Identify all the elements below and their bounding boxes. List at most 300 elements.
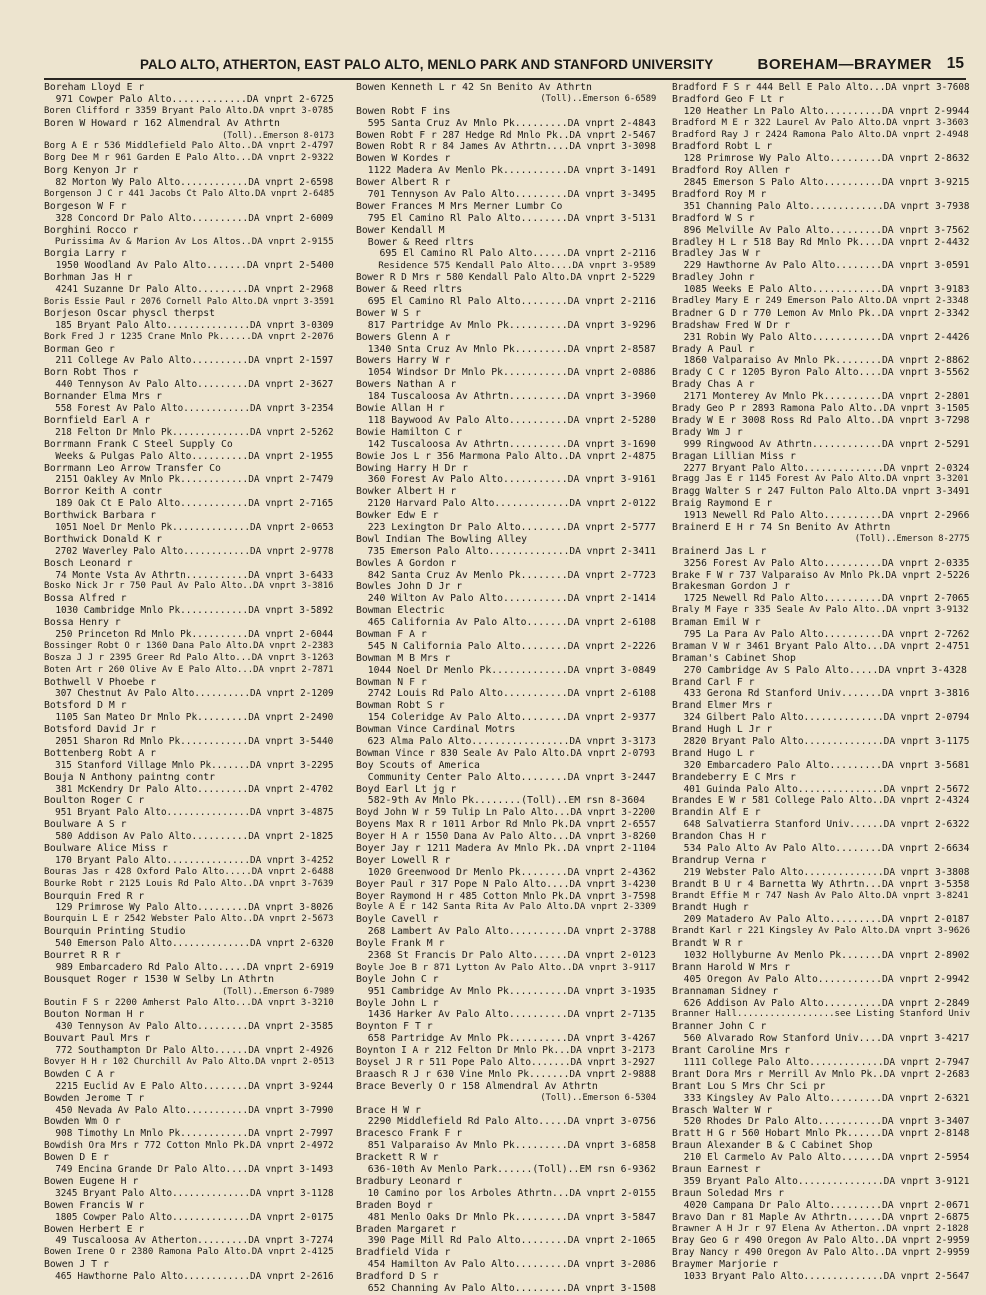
listing-line: Boyle John L r [356, 997, 439, 1009]
listing-line: Brady C C r 1205 Byron Palo Alto....DA vnprt 3-5562 [672, 367, 970, 379]
listing-line: 218 Felton Dr Mnlo Pk..............DA vnprt 2-5262 [44, 426, 334, 438]
listing-line: Boulware A S r [44, 819, 127, 831]
listing-line: 636-10th Av Menlo Park......(Toll)..EM rsn 6-9362 [356, 1164, 656, 1176]
listing-line: 450 Nevada Av Palo Alto...........DA vnprt 3-7990 [44, 1104, 334, 1116]
listing-line: Brady Wm J r [672, 426, 743, 438]
listing-line: Borman Geo r [44, 343, 115, 355]
listing-line: Brant Caroline Mrs r [672, 1045, 790, 1057]
listing-line: Bradley H L r 518 Bay Rd Mnlo Pk....DA vnprt 2-4432 [672, 236, 970, 248]
listing-line: Botsford D M r [44, 700, 127, 712]
listing-line: 82 Morton Wy Palo Alto............DA vnprt 2-6598 [44, 177, 334, 189]
listing-line: Borg Dee M r 961 Garden E Palo Alto...DA vnprt 2-9322 [44, 153, 334, 164]
listing-line: Branner John C r [672, 1021, 767, 1033]
listing-line: Boyle A E r 142 Santa Rita Av Palo Alto.DA vnprt 2-3309 [356, 902, 656, 913]
listing-line: Bray Geo G r 490 Oregon Av Palo Alto..DA vnprt 2-9959 [672, 1235, 970, 1247]
listing-line: Bousquet Roger r 1530 W Selby Ln Athrtn [44, 973, 275, 985]
listing-line: Bradford Roy M r [672, 189, 767, 201]
listing-line: Bradbury Leonard r [356, 1175, 463, 1187]
listing-line: Bradford M E r 322 Laurel Av Palo Alto.DA vnprt 3-3603 [672, 117, 969, 128]
listing-line: 795 La Para Av Palo Alto..........DA vnprt 2-7262 [672, 628, 970, 640]
listing-line: Bosza J J r 2395 Greer Rd Palo Alto...DA vnprt 3-1263 [44, 652, 334, 663]
listing-line: Bradford Geo F Lt r [672, 93, 785, 105]
listing-line: 652 Channing Av Palo Alto.........DA vnprt 3-1508 [356, 1282, 656, 1294]
listing-line: Bornfield Earl A r [44, 414, 151, 426]
listing-line: 701 Tennyson Av Palo Alto.........DA vnprt 3-3495 [356, 189, 656, 201]
listing-line: 851 Valparaiso Av Mnlo Pk.........DA vnprt 3-6858 [356, 1140, 656, 1152]
listing-line: Bower Albert R r [356, 177, 451, 189]
listing-line: Boren Clifford r 3359 Bryant Palo Alto.DA vnprt 3-0785 [44, 105, 334, 116]
listing-line: 185 Bryant Palo Alto...............DA vnprt 3-0309 [44, 319, 334, 331]
listing-line: Braman V W r 3461 Bryant Palo Alto...DA vnprt 2-4751 [672, 640, 970, 652]
listing-line: 3256 Forest Av Palo Alto..........DA vnprt 2-0335 [672, 557, 970, 569]
listing-line: 735 Emerson Palo Alto..............DA vnprt 2-3411 [356, 545, 656, 557]
listing-line: Boyle Joe B r 871 Lytton Av Palo Alto..DA vnprt 3-9117 [356, 961, 656, 973]
listing-line: 433 Gerona Rd Stanford Univ.......DA vnprt 3-3816 [672, 688, 970, 700]
listing-line: Bourquin Printing Studio [44, 926, 186, 938]
listing-line: Brannaman Sidney r [672, 985, 779, 997]
listing-line: 1085 Weeks E Palo Alto............DA vnprt 3-9183 [672, 284, 970, 296]
listing-line: Bradford Roy Allen r [672, 165, 790, 177]
listing-line: Bowie Allan H r [356, 403, 445, 415]
listing-line: 390 Page Mill Rd Palo Alto........DA vnprt 2-1065 [356, 1235, 656, 1247]
listing-line: Bowles John D Jr r [356, 581, 463, 593]
listing-line: Bracesco Frank F r [356, 1128, 463, 1140]
listing-line: 2368 St Francis Dr Palo Alto......DA vnprt 2-0123 [356, 950, 656, 962]
listing-line: Boyd John W r 59 Tulip Ln Palo Alto...DA vnprt 3-2200 [356, 807, 656, 819]
listing-line: 749 Encina Grande Dr Palo Alto....DA vnprt 3-1493 [44, 1164, 334, 1176]
listing-line: 540 Emerson Palo Alto..............DA vnprt 2-6320 [44, 938, 334, 950]
listing-column-middle [356, 82, 656, 1295]
listing-line: 324 Gilbert Palo Alto..............DA vnprt 2-0794 [672, 712, 970, 724]
listing-line: Bothwell V Phoebe r [44, 676, 157, 688]
listing-line: Brand Elmer Mrs r [672, 700, 773, 712]
listing-line: 648 Salvatierra Stanford Univ......DA vnprt 2-6322 [672, 819, 970, 831]
listing-line: Boyer H A r 1550 Dana Av Palo Alto...DA vnprt 3-8260 [356, 831, 656, 843]
listing-line: Bowman Robt S r [356, 700, 445, 712]
listing-line: 401 Guinda Palo Alto...............DA vnprt 2-5672 [672, 783, 970, 795]
listing-line: 333 Kingsley Av Palo Alto.........DA vnprt 2-6321 [672, 1092, 970, 1104]
listing-line: Bourret R R r [44, 950, 121, 962]
listing-line: Brady Chas A r [672, 379, 755, 391]
listing-line: Borrmann Leo Arrow Transfer Co [44, 462, 221, 474]
listing-line: Bovyer H H r 102 Churchill Av Palo Alto.DA vnprt 2-0513 [44, 1057, 334, 1068]
listing-line: 908 Timothy Ln Mnlo Pk............DA vnprt 2-7997 [44, 1128, 334, 1140]
listing-line: Borg Kenyon Jr r [44, 165, 139, 177]
listing-line: 558 Forest Av Palo Alto............DA vnprt 3-2354 [44, 403, 334, 415]
listing-line: 219 Webster Palo Alto..............DA vnprt 3-3808 [672, 866, 970, 878]
listing-line: 1436 Harker Av Palo Alto..........DA vnprt 2-7135 [356, 1009, 656, 1021]
listing-line: 896 Melville Av Palo Alto.........DA vnprt 3-7562 [672, 224, 970, 236]
listing-line: Bowen Robt F ins [356, 105, 451, 117]
listing-line: Bray Nancy r 490 Oregon Av Palo Alto..DA vnprt 2-9959 [672, 1247, 970, 1259]
listing-line: Bravo Dan r 81 Maple Av Athrtn......DA vnprt 2-6875 [672, 1211, 970, 1223]
listing-line: Boreham Lloyd E r [44, 82, 145, 93]
listing-line: Boten Art r 260 Olive Av E Palo Alto...DA vnprt 2-7871 [44, 664, 334, 675]
listing-line: 1105 San Mateo Dr Mnlo Pk.........DA vnprt 2-2490 [44, 712, 334, 724]
listing-line: 2277 Bryant Palo Alto..............DA vnprt 2-0324 [672, 462, 970, 474]
listing-line: 560 Alvarado Row Stanford Univ....DA vnprt 3-4217 [672, 1033, 970, 1045]
listing-line: Bossinger Robt O r 1360 Dana Palo Alto.DA vnprt 2-2383 [44, 640, 334, 651]
listing-line: Bowles A Gordon r [356, 557, 457, 569]
listing-line: 2290 Middlefield Rd Palo Alto.....DA vnprt 3-0756 [356, 1116, 656, 1128]
listing-line: Braden Boyd r [356, 1199, 433, 1211]
listing-line: Bradford Robt L r [672, 141, 773, 153]
listing-line: Brandt Karl r 221 Kingsley Av Palo Alto.DA vnprt 3-9626 [672, 926, 970, 937]
listing-line: Bowl Indian The Bowling Alley [356, 533, 528, 545]
listing-line: Bowie Hamilton C r [356, 426, 463, 438]
listing-line: 2171 Monterey Av Mnlo Pk..........DA vnprt 2-2801 [672, 391, 970, 403]
listing-line: 951 Bryant Palo Alto...............DA vnprt 3-4875 [44, 807, 334, 819]
listing-line: 1030 Cambridge Mnlo Pk............DA vnprt 3-5892 [44, 605, 334, 617]
listing-line: Boy Scouts of America [356, 759, 480, 771]
listing-line: Boyer Lowell R r [356, 854, 451, 866]
listing-line: Braman Emil W r [672, 617, 761, 629]
listing-line: 951 Cambridge Av Mnlo Pk..........DA vnprt 3-1935 [356, 985, 656, 997]
listing-line: 842 Santa Cruz Av Menlo Pk........DA vnprt 2-7723 [356, 569, 656, 581]
listing-line: Bouja N Anthony paintng contr [44, 771, 216, 783]
listing-line: Bower & Reed rltrs [356, 236, 474, 248]
listing-line: 2120 Harvard Palo Alto.............DA vnprt 2-0122 [356, 498, 656, 510]
listing-line: 49 Tuscaloosa Av Atherton.........DA vnprt 3-7274 [44, 1235, 334, 1247]
listing-line: 315 Stanford Village Mnlo Pk.......DA vnprt 3-2295 [44, 759, 334, 771]
listing-line: Brandin Alf E r [672, 807, 761, 819]
listing-line: Bowker Albert H r [356, 486, 457, 498]
listing-line: Braun Alexander B & C Cabinet Shop [672, 1140, 873, 1152]
listing-line: Bower R D Mrs r 580 Kendall Palo Alto.DA vnprt 2-5229 [356, 272, 656, 284]
listing-line: Bornander Elma Mrs r [44, 391, 162, 403]
listing-line: 1122 Madera Av Menlo Pk...........DA vnprt 3-1491 [356, 165, 656, 177]
listing-line: Brandrup Verna r [672, 854, 767, 866]
listing-line: Bowen D E r [44, 1152, 109, 1164]
listing-line: Bradfield Vida r [356, 1247, 451, 1259]
listing-line: Bowie Jos L r 356 Marmona Palo Alto..DA vnprt 2-4875 [356, 450, 656, 462]
listing-line: 270 Cambridge Av S Palo Alto.....DA vnprt 3-4328 [672, 664, 967, 676]
page-header [44, 54, 966, 80]
listing-line: Bottenberg Robt A r [44, 747, 157, 759]
listing-line: Borgeson W F r [44, 200, 127, 212]
listing-column-left [44, 82, 334, 1283]
listing-line: 74 Monte Vsta Av Athrtn...........DA vnprt 3-6433 [44, 569, 334, 581]
listing-line: 1044 Noel Dr Menlo Pk.............DA vnprt 3-0849 [356, 664, 656, 676]
listing-line: Bratt H G r 560 Hobart Mnlo Pk......DA vnprt 2-8148 [672, 1128, 970, 1140]
listing-line: 989 Embarcadero Rd Palo Alto.....DA vnprt 2-6919 [44, 961, 334, 973]
listing-line: 118 Baywood Av Palo Alto..........DA vnprt 2-5280 [356, 414, 656, 426]
listing-line: 4020 Campana Dr Palo Alto.........DA vnprt 2-0671 [672, 1199, 970, 1211]
listing-line: Bowing Harry H Dr r [356, 462, 469, 474]
listing-line: Brady A Paul r [672, 343, 755, 355]
listing-line: 359 Bryant Palo Alto...............DA vnprt 3-9121 [672, 1175, 970, 1187]
listing-line: Bouton Norman H r [44, 1009, 145, 1021]
listing-line: 440 Tennyson Av Palo Alto.........DA vnprt 2-3627 [44, 379, 334, 391]
listing-line: Brand Hugo L r [672, 747, 755, 759]
listing-line: Bragg Jas E r 1145 Forest Av Palo Alto.DA vnprt 3-3201 [672, 474, 969, 485]
listing-line: 154 Coleridge Av Palo Alto........DA vnprt 2-9377 [356, 712, 656, 724]
listing-line: Weeks & Pulgas Palo Alto..........DA vnprt 2-1955 [44, 450, 334, 462]
listing-line: 1805 Cowper Palo Alto..............DA vnprt 2-0175 [44, 1211, 334, 1223]
listing-line: Bowker Edw E r [356, 510, 439, 522]
listing-line: Bossa Henry r [44, 617, 121, 629]
listing-line: Brand Carl F r [672, 676, 755, 688]
listing-line: Bowden C A r [44, 1068, 115, 1080]
listing-line: 582-9th Av Mnlo Pk........(Toll)..EM rsn 8-3604 [356, 795, 646, 807]
listing-line: Brant Lou S Mrs Chr Sci pr [672, 1080, 826, 1092]
listing-line: 129 Primrose Wy Palo Alto.........DA vnprt 3-8026 [44, 902, 334, 914]
listing-line: 2742 Louis Rd Palo Alto...........DA vnprt 2-6108 [356, 688, 656, 700]
listing-line: Brandt Hugh r [672, 902, 749, 914]
listing-line: Bradley John r [672, 272, 755, 284]
listing-line: 170 Bryant Palo Alto...............DA vnprt 3-4252 [44, 854, 334, 866]
listing-line: Bowen Kenneth L r 42 Sn Benito Av Athrtn [356, 82, 592, 93]
listing-line: 580 Addison Av Palo Alto..........DA vnprt 2-1825 [44, 831, 334, 843]
listing-line: Bradford W S r [672, 212, 755, 224]
listing-line: 3245 Bryant Palo Alto..............DA vnprt 3-1128 [44, 1187, 334, 1199]
listing-line: Borrmann Frank C Steel Supply Co [44, 438, 233, 450]
listing-line: Borror Keith A contr [44, 486, 162, 498]
listing-line: Bouvart Paul Mrs r [44, 1033, 151, 1045]
listing-line: 1860 Valparaiso Av Mnlo Pk........DA vnprt 2-8862 [672, 355, 970, 367]
listing-line: Braly M Faye r 335 Seale Av Palo Alto..DA vnprt 3-9132 [672, 605, 969, 616]
listing-line: 1950 Woodland Av Palo Alto.......DA vnprt 2-5400 [44, 260, 334, 272]
listing-line: Brainerd E H r 74 Sn Benito Av Athrtn [672, 521, 891, 533]
listing-line: Bowdish Ora Mrs r 772 Cotton Mnlo Pk.DA vnprt 2-4972 [44, 1140, 334, 1152]
listing-line: Brandes E W r 581 College Palo Alto..DA vnprt 2-4324 [672, 795, 970, 807]
listing-line: 1111 College Palo Alto.............DA vnprt 2-7947 [672, 1057, 970, 1069]
listing-line: Bradford F S r 444 Bell E Palo Alto...DA vnprt 3-7608 [672, 82, 970, 93]
listing-line: 405 Oregon Av Palo Alto...........DA vnprt 2-9942 [672, 973, 970, 985]
listing-line: Bragg Walter S r 247 Fulton Palo Alto.DA vnprt 3-3491 [672, 486, 970, 498]
listing-line: 307 Chestnut Av Palo Alto..........DA vnprt 2-1209 [44, 688, 334, 700]
listing-line: 2215 Euclid Av E Palo Alto........DA vnprt 3-9244 [44, 1080, 334, 1092]
listing-line: 626 Addison Av Palo Alto..........DA vnprt 2-2849 [672, 997, 970, 1009]
listing-line: 1033 Bryant Palo Alto..............DA vnprt 2-5647 [672, 1271, 970, 1283]
listing-line: Bradshaw Fred W Dr r [672, 319, 790, 331]
listing-line: 1054 Windsor Dr Mnlo Pk...........DA vnprt 2-0886 [356, 367, 656, 379]
listing-line: Bowen Irene O r 2380 Ramona Palo Alto.DA vnprt 2-4125 [44, 1247, 334, 1258]
listing-line: Bradner G D r 770 Lemon Av Mnlo Pk..DA vnprt 2-3342 [672, 307, 970, 319]
listing-line: Bradley Mary E r 249 Emerson Palo Alto.DA vnprt 2-3348 [672, 296, 969, 307]
listing-line: Boyer Paul r 317 Pope N Palo Alto....DA vnprt 3-4230 [356, 878, 656, 890]
listing-line: Brake F W r 737 Valparaiso Av Mnlo Pk.DA vnprt 2-5226 [672, 569, 970, 581]
listing-line: Bower W S r [356, 307, 421, 319]
listing-line: 454 Hamilton Av Palo Alto.........DA vnprt 3-2086 [356, 1259, 656, 1271]
listing-line: Boutin F S r 2200 Amherst Palo Alto...DA vnprt 3-3210 [44, 997, 334, 1008]
listing-line: Boynton I A r 212 Felton Dr Mnlo Pk...DA vnprt 3-2173 [356, 1045, 656, 1057]
listing-line: 1340 Snta Cruz Av Mnlo Pk.........DA vnprt 2-8587 [356, 343, 656, 355]
listing-line: Bourquin Fred R r [44, 890, 145, 902]
page-number: 15 [946, 55, 964, 72]
listing-line: Boyer Jay r 1211 Madera Av Mnlo Pk..DA vnprt 2-1104 [356, 843, 656, 854]
listing-line: Brakesman Gordon J r [672, 581, 790, 593]
listing-line: 695 El Camino Rl Palo Alto........DA vnprt 2-2116 [356, 296, 656, 308]
listing-line: 545 N California Palo Alto........DA vnprt 2-2226 [356, 640, 656, 652]
listing-line: Bowman Electric [356, 605, 445, 617]
listing-line: Brawner A H Jr r 97 Elena Av Atherton..DA vnprt 2-1828 [672, 1223, 969, 1234]
listing-line: Brant Dora Mrs r Merrill Av Mnlo Pk..DA vnprt 2-2683 [672, 1068, 970, 1080]
listing-line: Boyle Frank M r [356, 938, 445, 950]
listing-line: Bower Kendall M [356, 224, 445, 236]
listing-line: Bouras Jas r 428 Oxford Palo Alto.....DA vnprt 2-6488 [44, 866, 334, 877]
listing-line: Brandt Effie M r 747 Nash Av Palo Alto.DA vnprt 3-8241 [672, 890, 969, 901]
listing-line: 351 Channing Palo Alto.............DA vnprt 3-7938 [672, 200, 970, 212]
listing-line: 623 Alma Palo Alto.................DA vnprt 3-3173 [356, 735, 656, 747]
listing-line: 772 Southampton Dr Palo Alto......DA vnprt 2-4926 [44, 1045, 334, 1057]
listing-line: Brandeberry E C Mrs r [672, 771, 796, 783]
listing-line: Brady W E r 3008 Ross Rd Palo Alto..DA vnprt 3-7298 [672, 414, 970, 426]
listing-line: (Toll)..Emerson 6-5304 [356, 1092, 656, 1103]
listing-line: (Toll)..Emerson 6-6589 [356, 93, 656, 104]
listing-line: Bowman M B Mrs r [356, 652, 451, 664]
listing-line: 328 Concord Dr Palo Alto..........DA vnprt 2-6009 [44, 212, 334, 224]
listing-line: 1725 Newell Rd Palo Alto..........DA vnprt 2-7065 [672, 593, 970, 605]
listing-line: Braun Soledad Mrs r [672, 1187, 785, 1199]
listing-line: Borthwick Donald K r [44, 533, 162, 545]
listing-line: Brace H W r [356, 1104, 421, 1116]
listing-line: Bowman F A r [356, 628, 427, 640]
header-cities: PALO ALTO, ATHERTON, EAST PALO ALTO, MENLO PARK AND STANFORD UNIVERSITY [140, 57, 714, 72]
listing-line: 2820 Bryant Palo Alto..............DA vnprt 3-1175 [672, 735, 970, 747]
listing-line: Bradley Jas W r [672, 248, 761, 260]
listing-line: 240 Wilton Av Palo Alto...........DA vnprt 2-1414 [356, 593, 656, 605]
listing-line: Boren W Howard r 162 Almendral Av Athrtn [44, 117, 280, 129]
listing-line: Branner Hall..................see Listing Stanford Univ [672, 1009, 970, 1020]
listing-line: Bowen J T r [44, 1259, 109, 1271]
listing-line: Borghini Rocco r [44, 224, 139, 236]
listing-line: 2151 Oakley Av Mnlo Pk............DA vnprt 2-7479 [44, 474, 334, 486]
listing-line: Brasch Walter W r [672, 1104, 773, 1116]
listing-line: Boynton F T r [356, 1021, 433, 1033]
listing-line: Brand Hugh L Jr r [672, 724, 773, 736]
listing-line: Bowman Vince Cardinal Motrs [356, 724, 516, 736]
listing-line: 229 Hawthorne Av Palo Alto........DA vnprt 3-0591 [672, 260, 970, 272]
listing-line: Boyle John C r [356, 973, 439, 985]
listing-line: Brandt B U r 4 Barnetta Wy Athrtn...DA vnprt 3-5358 [672, 878, 970, 890]
listing-line: Bowman N F r [356, 676, 427, 688]
listing-line: 658 Partridge Av Mnlo Pk..........DA vnprt 3-4267 [356, 1033, 656, 1045]
listing-line: 2051 Sharon Rd Mnlo Pk............DA vnprt 3-5440 [44, 735, 334, 747]
listing-line: 817 Partridge Av Mnlo Pk..........DA vnprt 3-9296 [356, 319, 656, 331]
listing-line: Purissima Av & Marion Av Los Altos..DA vnprt 2-9155 [44, 236, 334, 247]
listing-line: Borhman Jas H r [44, 272, 133, 284]
listing-line: 209 Matadero Av Palo Alto.........DA vnprt 2-0187 [672, 914, 970, 926]
listing-line: 128 Primrose Wy Palo Alto.........DA vnprt 2-8632 [672, 153, 970, 165]
listing-line: 231 Robin Wy Palo Alto............DA vnprt 2-4426 [672, 331, 970, 343]
listing-line: Bowden Jerome T r [44, 1092, 145, 1104]
listing-line: 2702 Waverley Palo Alto............DA vnprt 2-9778 [44, 545, 334, 557]
listing-line: 1051 Noel Dr Menlo Pk..............DA vnprt 2-0653 [44, 521, 334, 533]
listing-line: Boyer Raymond H r 485 Cotton Mnlo Pk.DA vnprt 3-7598 [356, 890, 656, 902]
listing-line: 381 McKendry Dr Palo Alto.........DA vnprt 2-4702 [44, 783, 334, 795]
listing-line: 360 Forest Av Palo Alto...........DA vnprt 3-9161 [356, 474, 656, 486]
listing-line: Borgia Larry r [44, 248, 127, 260]
listing-line: Boyd Earl Lt jg r [356, 783, 457, 795]
listing-line: (Toll)..Emerson 8-2775 [672, 533, 970, 544]
listing-line: Borg A E r 536 Middlefield Palo Alto..DA vnprt 2-4797 [44, 141, 334, 152]
listing-line: Brann Harold W Mrs r [672, 961, 790, 973]
listing-line: 320 Embarcadero Palo Alto.........DA vnprt 3-5681 [672, 759, 970, 771]
listing-line: Bowen Robt R r 84 James Av Athrtn....DA vnprt 3-3098 [356, 141, 656, 153]
listing-line: Brandt W R r [672, 938, 743, 950]
listing-line: Bork Fred J r 1235 Crane Mnlo Pk......DA vnprt 2-2076 [44, 331, 334, 342]
listing-line: 142 Tuscaloosa Av Athrtn..........DA vnprt 3-1690 [356, 438, 656, 450]
listing-line: 223 Lexington Dr Palo Alto........DA vnprt 2-5777 [356, 521, 656, 533]
listing-line: 534 Palo Alto Av Palo Alto........DA vnprt 2-6634 [672, 843, 970, 854]
listing-line: Boris Essie Paul r 2076 Cornell Palo Alto.DA vnprt 3-3591 [44, 296, 334, 307]
listing-line: 795 El Camino Rl Palo Alto........DA vnprt 3-5131 [356, 212, 656, 224]
listing-line: Braymer Marjorie r [672, 1259, 779, 1271]
listing-line: 695 El Camino Rl Palo Alto......DA vnprt 2-2116 [356, 248, 656, 260]
listing-line: Borjeson Oscar physcl therpst [44, 307, 216, 319]
listing-line: Community Center Palo Alto........DA vnprt 3-2447 [356, 771, 656, 783]
listing-line: 999 Ringwood Av Athrtn............DA vnprt 2-5291 [672, 438, 970, 450]
listing-line: Braman's Cabinet Shop [672, 652, 796, 664]
listing-line: Bosch Leonard r [44, 557, 133, 569]
listing-line: Bragan Lillian Miss r [672, 450, 796, 462]
listing-line: 430 Tennyson Av Palo Alto.........DA vnprt 2-3585 [44, 1021, 334, 1033]
listing-line: Bowden Wm O r [44, 1116, 121, 1128]
listing-line: 250 Princeton Rd Mnlo Pk..........DA vnprt 2-6044 [44, 628, 334, 640]
listing-line: 120 Heather Ln Palo Alto..........DA vnprt 2-9944 [672, 105, 970, 117]
listing-line: Boyle Cavell r [356, 914, 439, 926]
listing-line: Boulware Alice Miss r [44, 843, 168, 854]
listing-line: (Toll)..Emerson 8-0173 [44, 129, 334, 140]
listing-line: 10 Camino por los Arboles Athrtn...DA vnprt 2-0155 [356, 1187, 656, 1199]
listing-line: 481 Menlo Oaks Dr Mnlo Pk.........DA vnprt 3-5847 [356, 1211, 656, 1223]
listing-line: Bowen Eugene H r [44, 1175, 139, 1187]
listing-line: Bradford Ray J r 2424 Ramona Palo Alto.DA vnprt 2-4948 [672, 129, 969, 140]
listing-line: Bower & Reed rltrs [356, 284, 463, 296]
listing-line: 268 Lambert Av Palo Alto..........DA vnprt 2-3788 [356, 926, 656, 938]
listing-line: Bowen Robt F r 287 Hedge Rd Mnlo Pk..DA vnprt 2-5467 [356, 129, 656, 141]
listing-line: Born Robt Thos r [44, 367, 139, 379]
listing-line: 184 Tuscaloosa Av Athrtn..........DA vnprt 3-3960 [356, 391, 656, 403]
listing-line: 4241 Suzanne Dr Palo Alto.........DA vnprt 2-2968 [44, 284, 334, 296]
listing-line: 1913 Newell Rd Palo Alto..........DA vnprt 2-2966 [672, 510, 970, 522]
listing-line: 211 College Av Palo Alto..........DA vnprt 2-1597 [44, 355, 334, 367]
header-name-range: BOREHAM—BRAYMER [757, 56, 932, 73]
listing-line: Borthwick Barbara r [44, 510, 157, 522]
listing-line: Bowen Herbert E r [44, 1223, 145, 1235]
listing-line: Bowen W Kordes r [356, 153, 451, 165]
listing-line: Bowers Glenn A r [356, 331, 451, 343]
listing-line: 971 Cowper Palo Alto.............DA vnprt 2-6725 [44, 93, 334, 105]
listing-line: Braden Margaret r [356, 1223, 457, 1235]
listing-line: 210 El Carmelo Av Palo Alto.......DA vnprt 2-5954 [672, 1152, 970, 1164]
listing-line: Bowman Vince r 830 Seale Av Palo Alto.DA vnprt 2-0793 [356, 747, 656, 759]
listing-column-right [672, 82, 970, 1283]
listing-line: 465 Hawthorne Palo Alto............DA vnprt 2-2616 [44, 1271, 334, 1283]
listing-line: Boulton Roger C r [44, 795, 145, 807]
listing-line: Brackett R W r [356, 1152, 439, 1164]
listing-line: Brandon Chas H r [672, 831, 767, 843]
listing-line: Bower Frances M Mrs Merner Lumbr Co [356, 200, 563, 212]
listing-line: 1020 Greenwood Dr Menlo Pk........DA vnprt 2-4362 [356, 866, 656, 878]
listing-line: Boysel J R r 511 Pope Palo Alto.......DA vnprt 3-2927 [356, 1057, 656, 1069]
listing-line: Brady Geo P r 2893 Ramona Palo Alto..DA vnprt 3-1505 [672, 403, 970, 415]
listing-line: Bowen Francis W r [44, 1199, 145, 1211]
listing-line: Bowers Harry W r [356, 355, 451, 367]
listing-line: 520 Rhodes Dr Palo Alto...........DA vnprt 3-3407 [672, 1116, 970, 1128]
listing-line: Braasch R J r 630 Vine Mnlo Pk.......DA vnprt 2-9888 [356, 1068, 656, 1080]
listing-line: 1032 Hollyburne Av Menlo Pk.......DA vnprt 2-8902 [672, 950, 970, 962]
listing-line: Braun Earnest r [672, 1164, 761, 1176]
listing-line: Borgenson J C r 441 Jacobs Ct Palo Alto.DA vnprt 2-6485 [44, 189, 334, 200]
listing-line: Brace Beverly O r 158 Almendral Av Athrtn [356, 1080, 598, 1092]
listing-line: (Toll)..Emerson 6-7989 [44, 985, 334, 996]
listing-line: Bourke Robt r 2125 Louis Rd Palo Alto..DA vnprt 3-7639 [44, 878, 334, 889]
listing-line: 189 Oak Ct E Palo Alto............DA vnprt 2-7165 [44, 498, 334, 510]
listing-line: Bowers Nathan A r [356, 379, 457, 391]
listing-line: 2845 Emerson S Palo Alto..........DA vnprt 3-9215 [672, 177, 970, 189]
